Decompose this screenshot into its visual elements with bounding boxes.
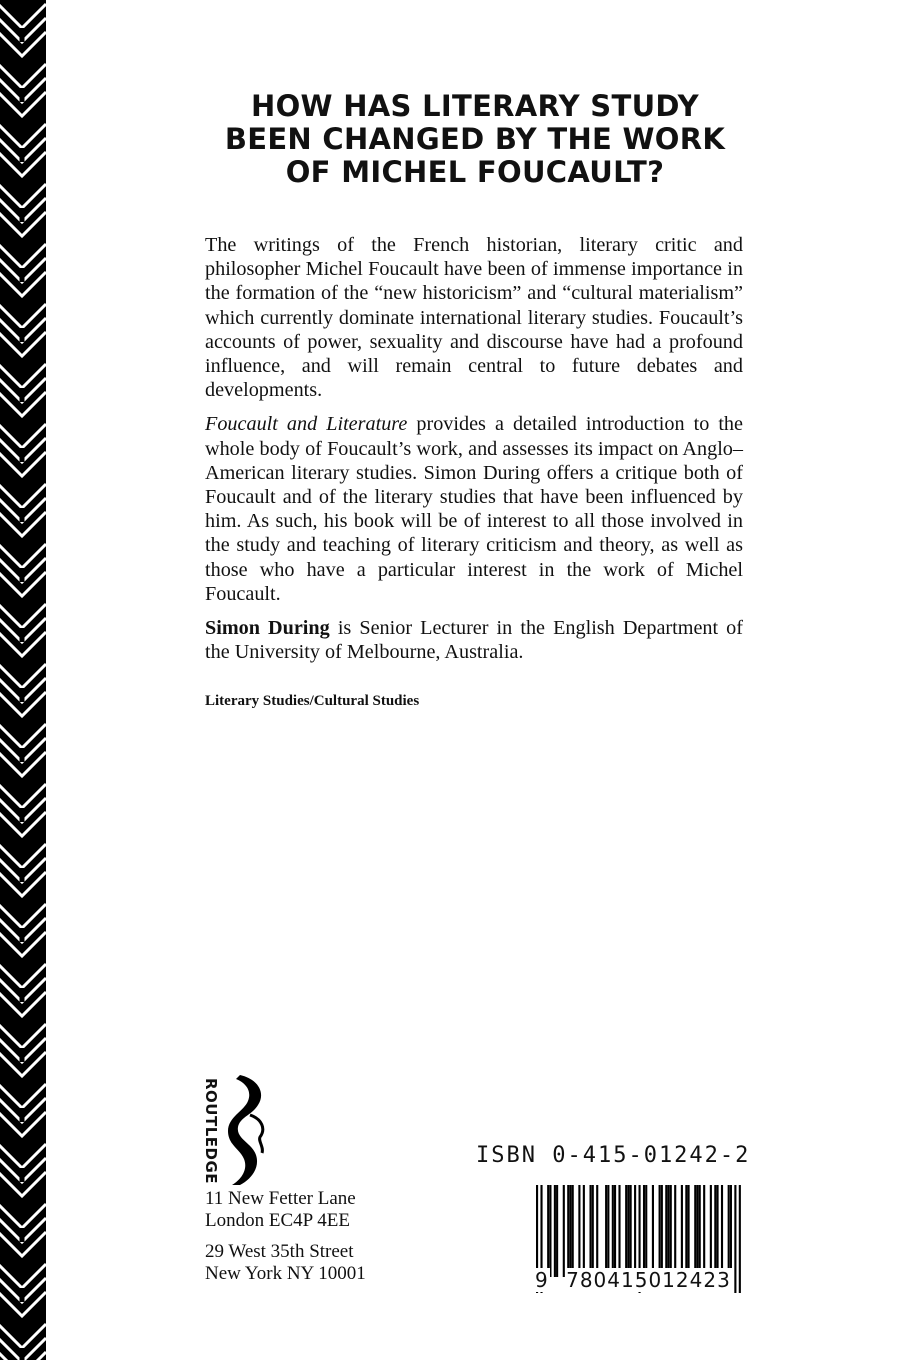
barcode-bar	[578, 1185, 580, 1277]
address-line: New York NY 10001	[205, 1263, 366, 1284]
barcode-bar	[716, 1185, 718, 1277]
barcode-bar	[681, 1185, 683, 1277]
barcode-number: 780415012423	[566, 1268, 731, 1292]
maze-pattern-icon	[0, 0, 46, 1360]
barcode-bar	[630, 1185, 632, 1277]
barcode-bar	[556, 1185, 558, 1277]
barcode-bar	[589, 1185, 591, 1277]
barcode-bar	[688, 1185, 690, 1277]
barcode-bar	[572, 1185, 574, 1277]
barcode-bar	[659, 1185, 661, 1277]
barcode-digits	[534, 1268, 732, 1292]
barcode-bar	[703, 1185, 705, 1277]
barcode-bar	[699, 1185, 701, 1277]
barcode-bar	[614, 1185, 616, 1277]
barcode-bar	[714, 1185, 716, 1277]
barcode-bar	[563, 1185, 565, 1277]
barcode-bar	[592, 1185, 594, 1277]
barcode-bar	[634, 1185, 636, 1277]
address-line: 29 West 35th Street	[205, 1241, 354, 1262]
barcode-bar	[685, 1185, 687, 1277]
spine-pattern	[0, 0, 46, 1360]
barcode-bar	[612, 1185, 614, 1277]
barcode-bar	[605, 1185, 607, 1277]
barcode-bar	[730, 1185, 732, 1277]
barcode-bar	[625, 1185, 627, 1277]
barcode-bar	[710, 1185, 712, 1277]
barcode-bar	[739, 1185, 741, 1293]
author-bio	[205, 616, 743, 664]
barcode-bar	[569, 1185, 571, 1277]
barcode-bar	[596, 1185, 598, 1277]
barcode-bar	[661, 1185, 663, 1277]
barcode-bar	[652, 1185, 654, 1277]
barcode-bar	[734, 1185, 736, 1293]
barcode-bar	[567, 1185, 569, 1277]
barcode-bar	[607, 1185, 609, 1277]
barcode-bar	[645, 1185, 647, 1277]
barcode-bar	[643, 1185, 645, 1277]
barcode-bar	[627, 1185, 629, 1277]
headline-line: HOW HAS LITERARY STUDY	[251, 89, 699, 123]
barcode-bar	[665, 1185, 667, 1277]
publisher-name: ROUTLEDGE	[202, 1078, 220, 1185]
headline-line: OF MICHEL FOUCAULT?	[285, 155, 665, 189]
address-london	[205, 1188, 356, 1232]
barcode-bar	[549, 1185, 551, 1277]
barcode-bar	[694, 1185, 696, 1277]
blurb-paragraph-1: The writings of the French historian, literary critic and philosopher Michel Foucault have been of immense importance in the formation of the “new historicism” and “cultural materialism” which currently dominate international literary studies. Foucault’s accounts of power, sexuality and discourse have had a profound influence, and will remain central to future debates and developments.	[205, 234, 743, 402]
isbn-label: ISBN 0-415-01242-2	[476, 1143, 751, 1168]
barcode-lead-digit: 9	[535, 1268, 549, 1292]
address-line: London EC4P 4EE	[205, 1210, 350, 1231]
barcode-bar	[721, 1185, 723, 1277]
blurb	[205, 233, 743, 674]
barcode-bar	[667, 1185, 669, 1277]
book-title: Foucault and Literature	[205, 413, 408, 436]
address-new-york	[205, 1241, 366, 1285]
author-bio-text: is Senior Lecturer in the English Department of the University of Melbourne, Australia.	[205, 617, 743, 664]
barcode-bar	[674, 1185, 676, 1277]
barcode-bar	[618, 1185, 620, 1277]
barcode-bar	[547, 1185, 549, 1277]
barcode-bar	[554, 1185, 556, 1277]
barcode-bar	[583, 1185, 585, 1277]
headline-line: BEEN CHANGED BY THE WORK	[224, 122, 726, 156]
headline	[200, 90, 750, 189]
author-name: Simon During	[205, 617, 330, 640]
subject-category: Literary Studies/Cultural Studies	[205, 693, 420, 709]
blurb-paragraph-2	[205, 412, 743, 606]
address-line: 11 New Fetter Lane	[205, 1188, 356, 1209]
barcode-bar	[696, 1185, 698, 1277]
blurb-paragraph-2-text: provides a detailed introduction to the whole body of Foucault’s work, and assesses its impact on Anglo–American literary studies. Simon During offers a critique both of Foucault and of the literary studies that have been influenced by him. As such, his book will be of interest to all those involved in the study and teaching of literary criticism and theory, as well as those who have a particular interest in the work of Michel Foucault.	[205, 413, 743, 605]
barcode-bar	[728, 1185, 730, 1277]
barcode-bar	[670, 1185, 672, 1277]
